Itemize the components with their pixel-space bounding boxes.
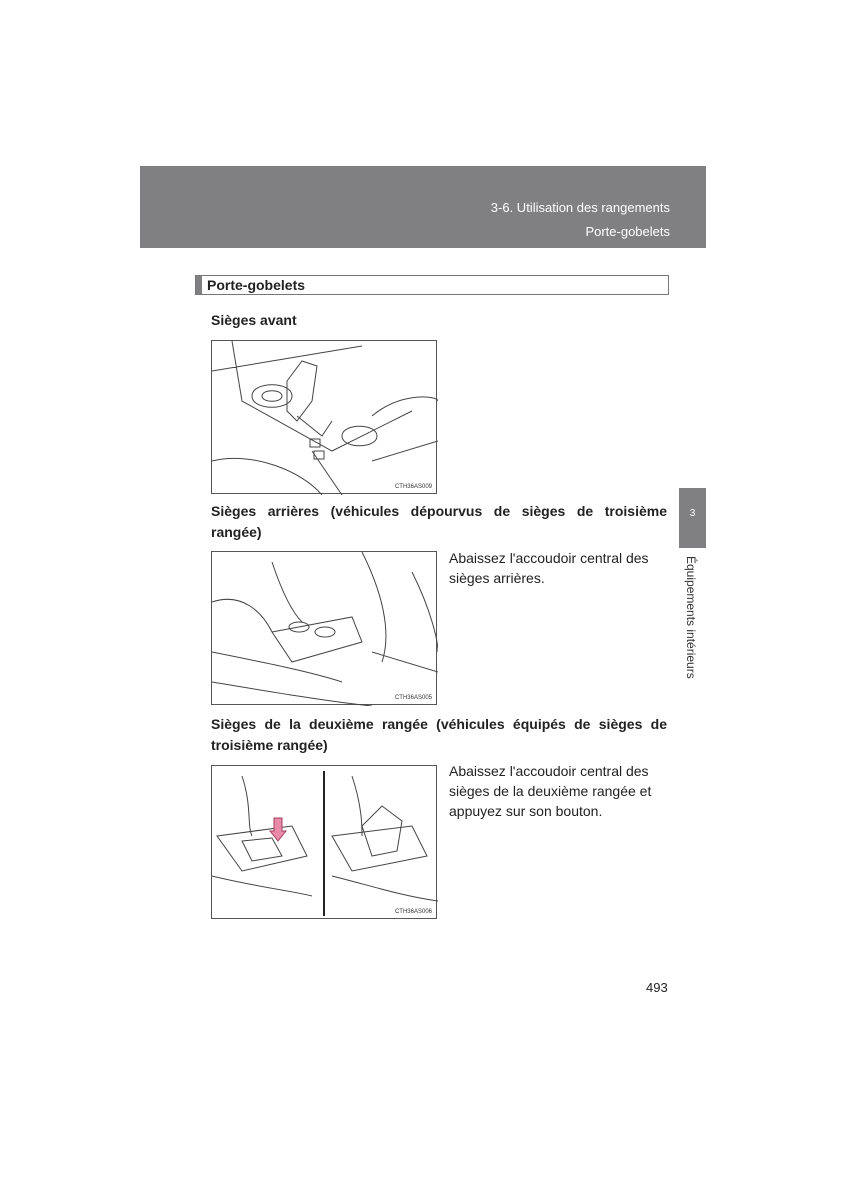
figure-second-row-cupholders xyxy=(211,765,437,919)
rear-armrest-illustration xyxy=(212,552,438,706)
figure-front-cupholders xyxy=(211,340,437,494)
page-number: 493 xyxy=(646,980,668,995)
figure-rear-cupholders xyxy=(211,551,437,705)
instruction-rear: Abaissez l'accoudoir central des sièges arrières. xyxy=(449,550,649,586)
second-row-armrest-illustration xyxy=(212,766,438,920)
section-title: Porte-gobelets xyxy=(585,224,670,239)
page-header xyxy=(140,166,706,248)
heading-marker xyxy=(196,276,202,294)
chapter-title: 3-6. Utilisation des rangements xyxy=(490,200,670,215)
figure-code: CTH36AS009 xyxy=(394,484,432,490)
chapter-tab-label: Équipements intérieurs xyxy=(684,556,698,679)
heading-second-row: Sièges de la deuxième rangée (véhicules équipés de sièges de troisième rangée) xyxy=(211,716,667,753)
heading-rear-seats: Sièges arrières (véhicules dépourvus de sièges de troisième rangée) xyxy=(211,503,667,540)
figure-code: CTH36AS006 xyxy=(394,909,432,915)
section-heading-text: Porte-gobelets xyxy=(207,277,306,293)
front-console-illustration xyxy=(212,341,438,495)
section-heading xyxy=(195,275,669,295)
figure-code: CTH36AS005 xyxy=(394,695,432,701)
heading-front-seats: Sièges avant xyxy=(211,312,297,328)
instruction-second-row: Abaissez l'accoudoir central des sièges de la deuxième rangée et appuyez sur son bouton. xyxy=(449,763,652,819)
chapter-tab: 3 xyxy=(679,488,706,548)
